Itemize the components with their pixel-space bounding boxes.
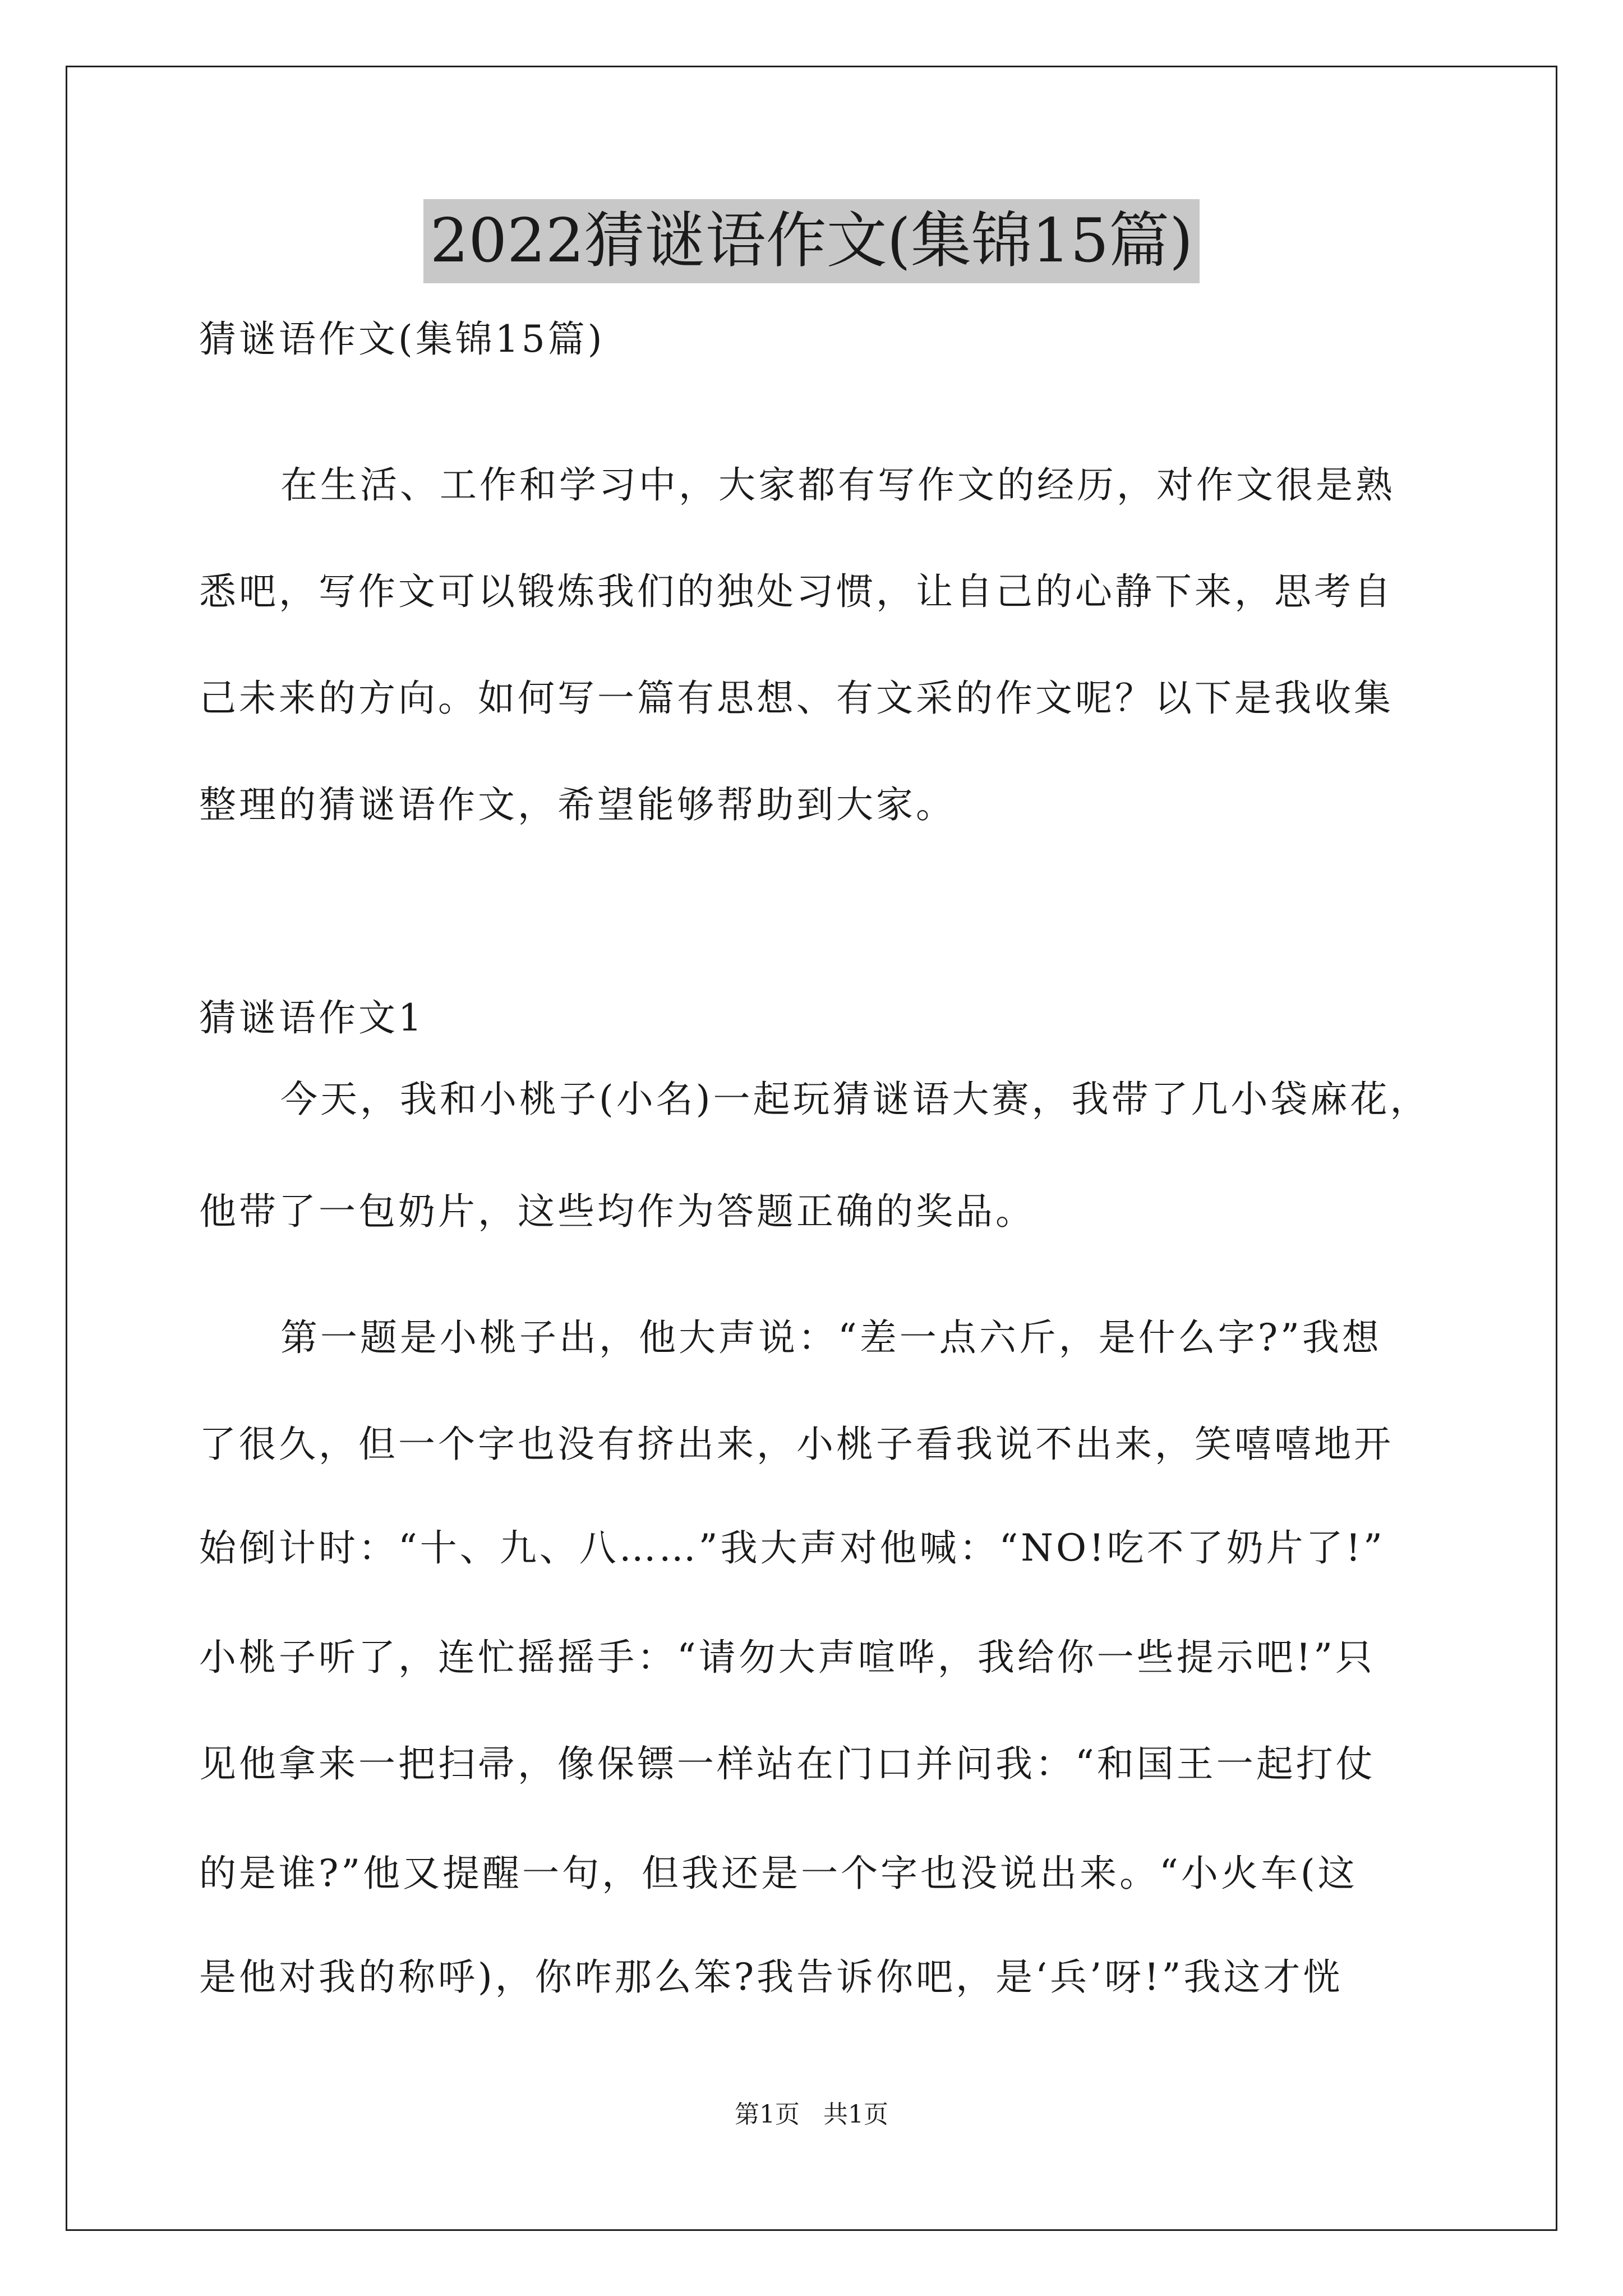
paragraph-line: 小桃子听了，连忙摇摇手：“请勿大声喧哗，我给你一些提示吧!”只 bbox=[199, 1636, 1376, 1679]
title-container bbox=[0, 199, 1623, 283]
paragraph-line: 是他对我的称呼)，你咋那么笨?我告诉你吧，是‘兵’呀!”我这才恍 bbox=[199, 1955, 1343, 1999]
page-border bbox=[66, 66, 1557, 2231]
section-heading: 猜谜语作文1 bbox=[199, 996, 425, 1039]
paragraph-line: 他带了一包奶片，这些均作为答题正确的奖品。 bbox=[199, 1190, 1035, 1233]
paragraph-line: 了很久，但一个字也没有挤出来，小桃子看我说不出来，笑嘻嘻地开 bbox=[199, 1423, 1394, 1466]
paragraph-line: 始倒计时：“十、九、八……”我大声对他喊：“NO!吃不了奶片了!” bbox=[199, 1526, 1385, 1570]
paragraph-line: 见他拿来一把扫帚，像保镖一样站在门口并问我：“和国王一起打仗 bbox=[199, 1742, 1376, 1786]
intro-line: 在生活、工作和学习中，大家都有写作文的经历，对作文很是熟 bbox=[280, 463, 1395, 507]
intro-line: 整理的猜谜语作文，希望能够帮助到大家。 bbox=[199, 783, 956, 826]
intro-line: 己未来的方向。如何写一篇有思想、有文采的作文呢？以下是我收集 bbox=[199, 677, 1394, 720]
page-footer: 第1页 共1页 bbox=[735, 2100, 888, 2129]
paragraph-line: 今天，我和小桃子(小名)一起玩猜谜语大赛，我带了几小袋麻花， bbox=[280, 1078, 1430, 1121]
paragraph-line: 的是谁?”他又提醒一句，但我还是一个字也没说出来。“小火车(这 bbox=[199, 1852, 1358, 1895]
paragraph-line: 第一题是小桃子出，他大声说：“差一点六斤，是什么字?”我想 bbox=[280, 1316, 1382, 1359]
document-title: 2022猜谜语作文(集锦15篇) bbox=[423, 199, 1200, 283]
intro-line: 悉吧，写作文可以锻炼我们的独处习惯，让自己的心静下来，思考自 bbox=[199, 570, 1394, 613]
document-subtitle: 猜谜语作文(集锦15篇) bbox=[199, 318, 605, 361]
